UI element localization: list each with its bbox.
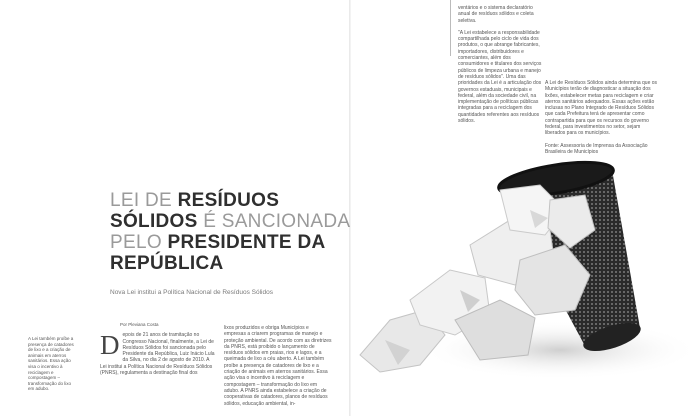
headline-part: É SANCIONADA PELO — [110, 211, 350, 253]
paragraph: "A Lei estabelece a responsabilidade compartilhada pelo ciclo de vida dos produtos, o que abrange fabricantes, importadores, distribuidores e comerciantes, além dos consumidores e titulares dos serviços públicos de limpeza urbana e manejo de resíduos sólidos". Uma das prioridades da Lei é a articulação dos governos estaduais, municipais e federal, além da sociedade civil, na implementação de políticas públicas integradas para a reciclagem dos quantidades referentes aos resíduos sólidos. — [458, 29, 542, 125]
paragraph: A Lei de Resíduos Sólidos ainda determina que os Municípios terão de diagnosticar a situação dos lixões, estabelecer metas para reciclagem e criar aterros sanitários adequados. Essas ações estão inclusas no Plano Integrado de Resíduos Sólidos que cada Prefeitura terá de apresentar como contrapartida para que os recursos do governo federal, para investimentos no setor, sejam liberados para os municípios. — [545, 80, 658, 137]
headline-part-bold: PRESIDENTE DA REPÚBLICA — [110, 232, 325, 274]
drop-cap: D — [100, 330, 120, 361]
top-text-column-1 — [458, 5, 543, 130]
body-column-1 — [100, 322, 216, 376]
article-subtitle: Nova Lei institui a Política Nacional de Resíduos Sólidos — [110, 289, 273, 296]
body-text: epois de 21 anos de tramitação no Congresso Nacional, finalmente, a Lei de Resíduos Sólidos foi sancionada pelo Presidente da República, Luiz Inácio Lula da Silva, no dia 2 de agosto de 2010. A Lei institui a Política Nacional de Resíduos Sólidos (PNRS), regulamenta a destinação final dos — [100, 332, 215, 377]
column-rule — [450, 0, 451, 56]
headline-part-bold: RESÍDUOS SÓLIDOS — [110, 190, 280, 232]
article-headline — [110, 190, 350, 274]
wastebasket-photo — [350, 150, 700, 416]
byline: Por Pleviana Costa — [120, 322, 159, 327]
headline-part: LEI DE — [110, 190, 178, 211]
image-caption: A Lei também proíbe a presença de catadores de lixo e a criação de animais em aterros sanitários. Essa ação visa o incentivo à reciclagem e compostagem – transformação do lixo em adubo. — [28, 336, 74, 392]
paragraph: ventários e o sistema declaratório anual de resíduos sólidos e coleta seletiva. — [458, 5, 534, 24]
source-note: Fonte: Assessoria de Imprensa da Associação Brasileira de Municípios — [545, 142, 648, 155]
body-column-2: lixos produzidos e obriga Municípios e empresas a criarem programas de manejo e proteção ambiental. De acordo com as diretrizes da PNRS, está proibido o lançamento de resíduos sólidos em praias, rios e lagos, e a queimada de lixo a céu aberto. A Lei também proíbe a presença de catadores de lixo e a criação de animais em aterros sanitários. Essa ação visa o incentivo à reciclagem e compostagem – transformação do lixo em adubo. A PNRS ainda estabelece a criação de cooperativas de catadores, planos de resíduos sólidos, educação ambiental, in- — [224, 325, 332, 407]
